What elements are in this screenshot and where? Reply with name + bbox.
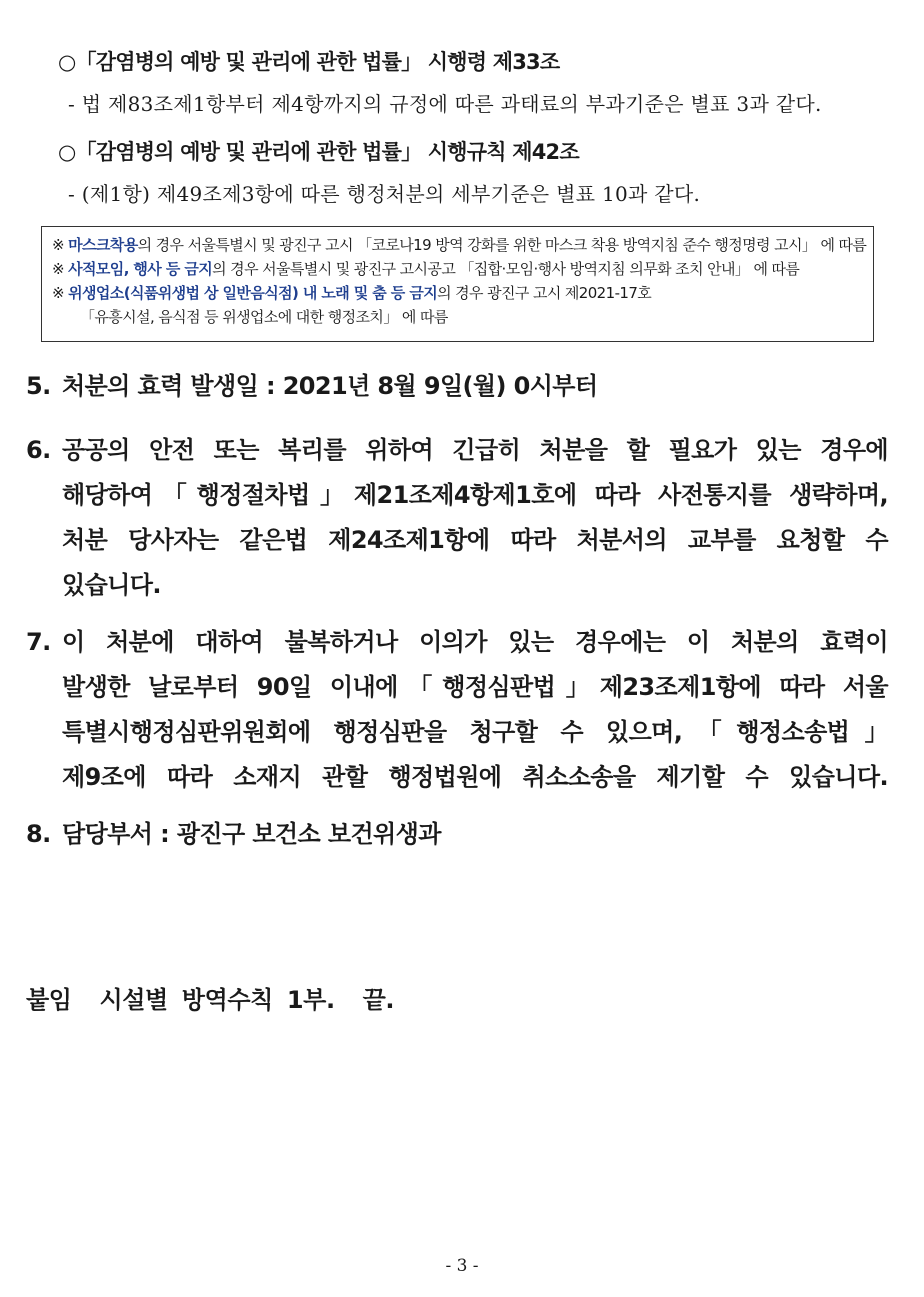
section-7 (26, 620, 888, 800)
section-text-line: 이 처분에 대하여 불복하거나 이의가 있는 경우에는 이 처분의 효력이 (62, 628, 888, 656)
section-text-line: 발생한 날로부터 90일 이내에「행정심판법」제23조제1항에 따라 서울 (62, 673, 888, 701)
notice-highlight: 위생업소(식품위생법 상 일반음식점) 내 노래 및 춤 등 금지 (68, 284, 438, 302)
section-text-line: 제9조에 따라 소재지 관할 행정법원에 취소소송을 제기할 수 있습니다. (62, 763, 888, 791)
section-text-line: 해당하여「행정절차법」제21조제4항제1호에 따라 사전통지를 생략하며, (62, 481, 888, 509)
section-6 (26, 428, 888, 608)
section-number: 5. (26, 372, 51, 400)
notice-text: 의 경우 서울특별시 및 광진구 고시공고 「집합·모임·행사 방역지침 의무화 조치 안내」 에 따름 (212, 260, 800, 278)
notice-highlight: 사적모임, 행사 등 금지 (68, 260, 213, 278)
section-text: 처분의 효력 발생일 : 2021년 8월 9일(월) 0시부터 (62, 372, 598, 400)
section-number: 8. (26, 820, 51, 848)
notice-line (52, 281, 863, 305)
section-number: 7. (26, 628, 51, 656)
notice-mark: ※ (52, 236, 69, 254)
notice-text: 의 경우 서울특별시 및 광진구 고시 「코로나19 방역 강화를 위한 마스크 착용 방역지침 준수 행정명령 고시」 에 따름 (137, 236, 867, 254)
page-number: - 3 - (445, 1256, 479, 1276)
notice-line (52, 257, 863, 281)
notice-mark: ※ (52, 284, 69, 302)
law-item-title: ○「감염병의 예방 및 관리에 관한 법률」 시행규칙 제42조 (58, 140, 579, 164)
notice-line: 「유흥시설, 음식점 등 위생업소에 대한 행정조치」 에 따름 (80, 308, 448, 326)
section-number: 6. (26, 436, 51, 464)
notice-mark: ※ (52, 260, 69, 278)
section-5 (26, 364, 888, 409)
section-text-line: 공공의 안전 또는 복리를 위하여 긴급히 처분을 할 필요가 있는 경우에 (62, 436, 888, 464)
attachment-line: 붙임 시설별 방역수칙 1부. 끝. (26, 986, 395, 1014)
section-text-line: 특별시행정심판위원회에 행정심판을 청구할 수 있으며,「행정소송법」 (62, 718, 888, 746)
law-item-detail: - 법 제83조제1항부터 제4항까지의 규정에 따른 과태료의 부과기준은 별표 3과 같다. (68, 92, 822, 116)
notice-text: 의 경우 광진구 고시 제2021-17호 (437, 284, 652, 302)
section-text-line: 처분 당사자는 같은법 제24조제1항에 따라 처분서의 교부를 요청할 수 (62, 526, 888, 554)
law-item-title: ○「감염병의 예방 및 관리에 관한 법률」 시행령 제33조 (58, 50, 560, 74)
law-item-detail: - (제1항) 제49조제3항에 따른 행정처분의 세부기준은 별표 10과 같다. (68, 182, 701, 206)
notice-line (52, 233, 867, 257)
notice-box (41, 226, 874, 342)
notice-highlight: 마스크착용 (68, 236, 138, 254)
section-text: 담당부서 : 광진구 보건소 보건위생과 (62, 820, 441, 848)
section-8 (26, 812, 888, 857)
section-text-line: 있습니다. (62, 571, 161, 599)
